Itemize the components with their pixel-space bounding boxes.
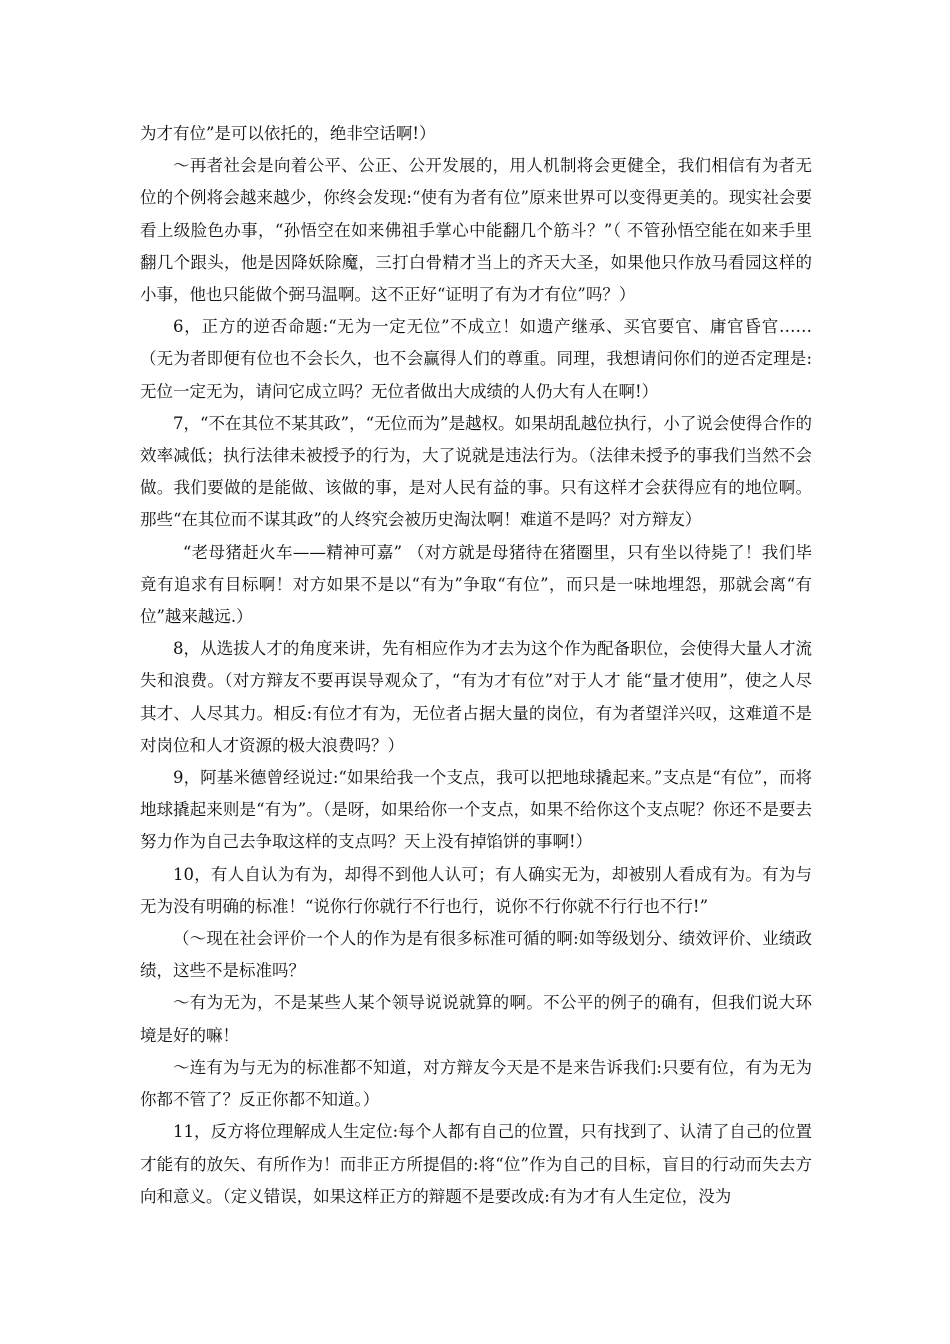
paragraph-social-fairness: ～再者社会是向着公平、公正、公开发展的，用人机制将会更健全，我们相信有为者无位的个例将会越来越少，你终会发现:“使有为者有位”原来世界可以变得更美的。现实社会要看上级脸色办事，“孙悟空在如来佛祖手掌心中能翻几个筋斗？”（ 不管孙悟空能在如来手里翻几个跟头，他是因降妖除魔，三打白骨精才当上的齐天大圣，如果他只作放马看园这样的小事，他也只能做个弼马温啊。这不正好“证明了有为才有位”吗？）: [140, 156, 812, 305]
document-body: [140, 118, 812, 1213]
paragraph-point-8: 8，从选拔人才的角度来讲，先有相应作为才去为这个作为配备职位，会使得大量人才流失和浪费。（对方辩友不要再误导观众了，“有为才有位”对于人才 能“量才使用”，使之人尽其才、人尽其力。相反:有位才有为，无位者占据大量的岗位，有为者望洋兴叹，这难道不是对岗位和人才资源的极大浪费吗？）: [140, 639, 812, 755]
paragraph-point-9: 9，阿基米德曾经说过:“如果给我一个支点，我可以把地球撬起来。”支点是“有位”，而将地球撬起来则是“有为”。（是呀，如果给你一个支点，如果不给你这个支点呢？你还不是要去努力作为自己去争取这样的支点吗？天上没有掉馅饼的事啊!）: [140, 768, 812, 852]
paragraph-continuation: 为才有位”是可以依托的，绝非空话啊!）: [140, 124, 436, 143]
paragraph-rebuttal-unknown: ～连有为与无为的标准都不知道，对方辩友今天是不是来告诉我们:只要有位，有为无为你都不管了？反正你都不知道。）: [140, 1057, 812, 1110]
paragraph-proverb: “老母猪赶火车——精神可嘉” （对方就是母猪待在猪圈里，只有坐以待毙了！我们毕竟有追求有目标啊！对方如果不是以“有为”争取“有位”，而只是一味地埋怨，那就会离“有位”越来越远.）: [140, 542, 812, 627]
paragraph-point-10: 10，有人自认为有为，却得不到他人认可；有人确实无为，却被别人看成有为。有为与无为没有明确的标准！“说你行你就行不行也行，说你不行你就不行行也不行!”: [140, 864, 812, 916]
paragraph-rebuttal-environment: ～有为无为，不是某些人某个领导说说就算的啊。不公平的例子的确有，但我们说大环境是好的嘛！: [140, 993, 812, 1045]
paragraph-rebuttal-standards: （～现在社会评价一个人的作为是有很多标准可循的啊:如等级划分、绩效评价、业绩政绩，这些不是标准吗？: [140, 929, 812, 981]
paragraph-point-6: 6，正方的逆否命题:“无为一定无位”不成立！如遗产继承、买官要官、庸官昏官……（无为者即便有位也不会长久，也不会赢得人们的尊重。同理，我想请问你们的逆否定理是:无位一定无为，请问它成立吗？无位者做出大成绩的人仍大有人在啊!）: [140, 317, 812, 401]
paragraph-point-7: 7，“不在其位不某其政”，“无位而为”是越权。如果胡乱越位执行，小了说会使得合作的效率减低；执行法律未被授予的行为，大了说就是违法行为。（法律未授予的事我们当然不会做。我们要做的是能做、该做的事，是对人民有益的事。只有这样才会获得应有的地位啊。那些“在其位而不谋其政”的人终究会被历史淘汰啊！难道不是吗？对方辩友）: [140, 413, 812, 530]
paragraph-point-11: 11，反方将位理解成人生定位:每个人都有自己的位置，只有找到了、认清了自己的位置才能有的放矢、有所作为！而非正方所提倡的:将“位”作为自己的目标，盲目的行动而失去方向和意义。（定义错误，如果这样正方的辩题不是要改成:有为才有人生定位，没为: [140, 1122, 812, 1206]
